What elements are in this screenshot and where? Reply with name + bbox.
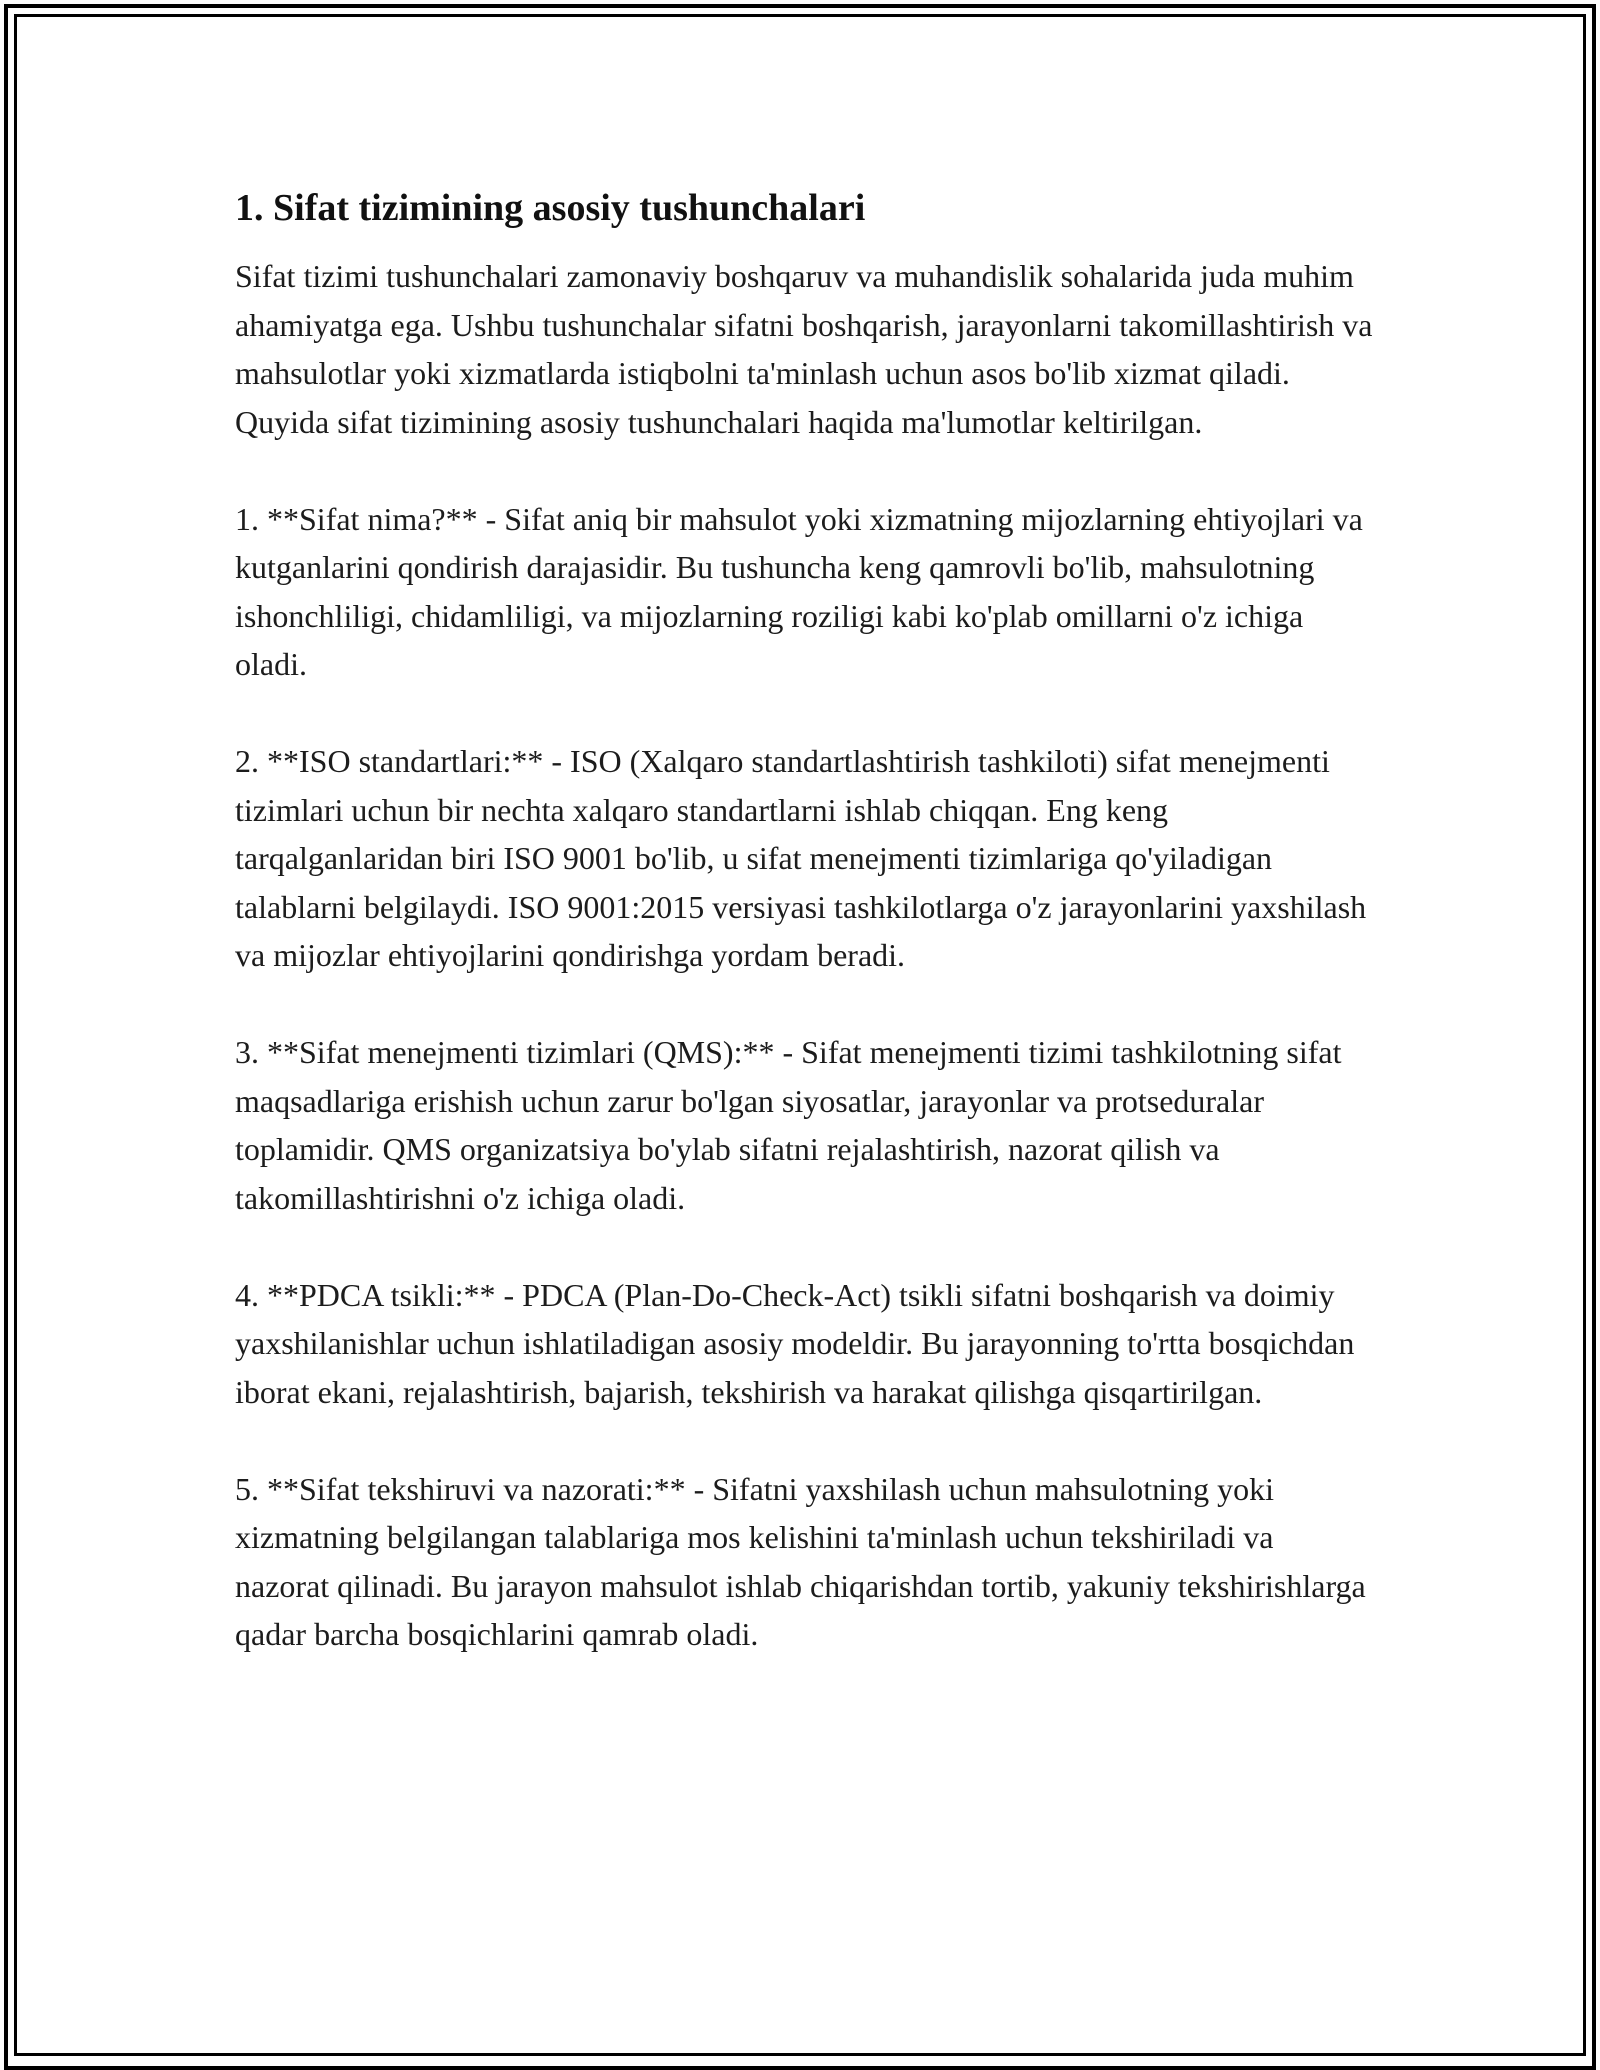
intro-paragraph: Sifat tizimi tushunchalari zamonaviy boshqaruv va muhandislik sohalarida juda muhim ahamiyatga ega. Ushbu tushunchalar sifatni boshqarish, jarayonlarni takomillashtirish va mahsulotlar yoki xizmatlarda istiqbolni ta'minlash uchun asos bo'lib xizmat qiladi. Quyida sifat tizimining asosiy tushunchalari haqida ma'lumotlar keltirilgan. <box>235 258 1373 440</box>
section-heading: 1. Sifat tizimining asosiy tushunchalari <box>235 187 866 229</box>
list-item-iso-standartlari: 2. **ISO standartlari:** - ISO (Xalqaro standartlashtirish tashkiloti) sifat menejmenti tizimlari uchun bir nechta xalqaro standartlarni ishlab chiqqan. Eng keng tarqalganlaridan biri ISO 9001 bo'lib, u sifat menejmenti tizimlariga qo'yiladigan talablarni belgilaydi. ISO 9001:2015 versiyasi tashkilotlarga o'z jarayonlarini yaxshilash va mijozlar ehtiyojlarini qondirishga yordam beradi. <box>235 743 1367 973</box>
list-item-tekshiruv-nazorat: 5. **Sifat tekshiruvi va nazorati:** - Sifatni yaxshilash uchun mahsulotning yoki xizmatning belgilangan talablariga mos kelishini ta'minlash uchun tekshiriladi va nazorat qilinadi. Bu jarayon mahsulot ishlab chiqarishdan tortib, yakuniy tekshirishlarga qadar barcha bosqichlarini qamrab oladi. <box>235 1470 1366 1652</box>
list-item-qms: 3. **Sifat menejmenti tizimlari (QMS):** - Sifat menejmenti tizimi tashkilotning sifat maqsadlariga erishish uchun zarur bo'lgan siyosatlar, jarayonlar va protseduralar toplamidir. QMS organizatsiya bo'ylab sifatni rejalashtirish, nazorat qilish va takomillashtirishni o'z ichiga oladi. <box>235 1034 1342 1216</box>
list-item-pdca: 4. **PDCA tsikli:** - PDCA (Plan-Do-Check-Act) tsikli sifatni boshqarish va doimiy yaxshilanishlar uchun ishlatiladigan asosiy modeldir. Bu jarayonning to'rtta bosqichdan iborat ekani, rejalashtirish, bajarish, tekshirish va harakat qilishga qisqartirilgan. <box>235 1276 1355 1410</box>
list-item-sifat-nima: 1. **Sifat nima?** - Sifat aniq bir mahsulot yoki xizmatning mijozlarning ehtiyojlari va kutganlarini qondirish darajasidir. Bu tushuncha keng qamrovli bo'lib, mahsulotning ishonchliligi, chidamliligi, va mijozlarning roziligi kabi ko'plab omillarni o'z ichiga oladi. <box>235 500 1363 682</box>
document-body <box>235 184 1375 1707</box>
